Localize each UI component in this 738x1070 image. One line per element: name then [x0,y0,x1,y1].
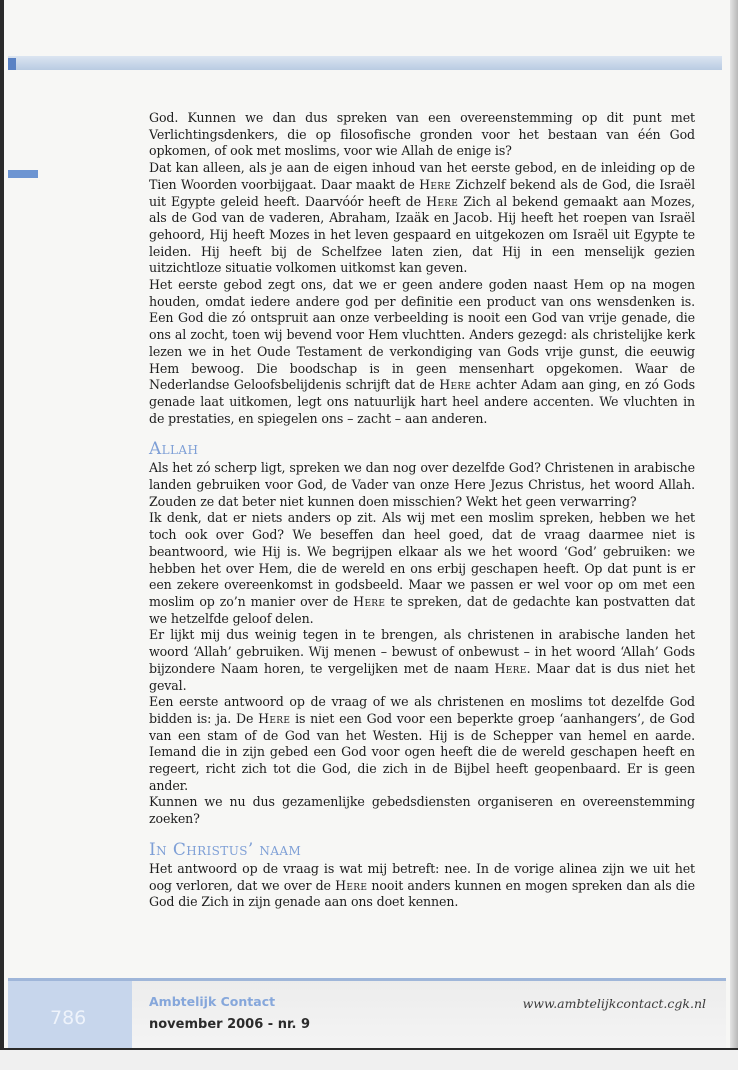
page-footer [8,978,726,1048]
paragraph: Dat kan alleen, als je aan de eigen inhoud van het eerste gebod, en de inleiding op de Tien Woorden voorbijgaat. Daar maakt de Here Zichzelf bekend als de God, die Israël uit Egypte geleid heeft. Daarvóór heeft de Here Zich al bekend gemaakt aan Mozes, als de God van de vaderen, Abraham, Izaäk en Jacob. Hij heeft het roepen van Israël gehoord, Hij heeft Mozes in het leven gespaard en uitgekozen om Israël uit Egypte te leiden. Hij heeft bij de Schelfzee laten zien, dat Hij in een menselijk gezien uitzichtloze situatie volkomen uitkomst kan geven. [149,160,695,276]
paragraph: Als het zó scherp ligt, spreken we dan nog over dezelfde God? Christenen in arabische landen gebruiken voor God, de Vader van onze Here Jezus Christus, het woord Allah. Zouden ze dat beter niet kunnen doen misschien? Wekt het geen verwarring? [149,460,695,509]
small-caps-here: Here [258,710,291,726]
issue-label: november 2006 - nr. 9 [149,1017,311,1032]
paragraph: Ik denk, dat er niets anders op zit. Als wij met een moslim spreken, hebben we het toch ook over God? We beseffen dan heel goed, dat de vraag daarmee niet is beantwoord, wie Hij is. We begrijpen elkaar als we het woord ‘God’ gebruiken: we hebben het over Hem, die de wereld en ons erbij geschapen heeft. Op dat punt is er een zekere overeenkomst in godsbeeld. Maar we passen er wel voor op om met een moslim op zo’n manier over de Here te spreken, dat de gedachte kan postvatten dat we hetzelfde geloof delen. [149,510,695,626]
magazine-name: Ambtelijk Contact [149,994,276,1009]
paragraph: Het eerste gebod zegt ons, dat we er geen andere goden naast Hem op na mogen houden, omdat iedere andere god per definitie een product van ons wensdenken is. Een God die zó ontspruit aan onze verbeelding is nooit een God van vrije genade, die ons al zocht, toen wij bevend voor Hem vluchtten. Anders gezegd: als christelijke kerk lezen we in het Oude Testament de verkondiging van Gods vrije gunst, die eeuwig Hem bewoog. Die boodschap is in geen mensenhart opgekomen. Waar de Nederlandse Geloofsbelijdenis schrijft dat de Here achter Adam aan ging, en zó Gods genade laat uitkomen, legt ons natuurlijk hart heel andere accenten. We vluchten in de prestaties, en spiegelen ons – zacht – aan anderen. [149,277,696,426]
small-caps-here: Here [426,193,459,209]
small-caps-here: Here [335,877,368,893]
article-body [149,110,695,911]
page-number: 786 [50,1007,87,1029]
scan-bottom-edge [0,1048,738,1070]
section-heading-christus: In Christus’ naam [149,839,302,860]
header-band [8,56,722,70]
page-edge-shadow [730,0,738,1068]
paragraph: Het antwoord op de vraag is wat mij betreft: nee. In de vorige alinea zijn we uit het oog verloren, dat we over de Here nooit anders kunnen en mogen spreken dan als die God die Zich in zijn genade aan ons doet kennen. [149,860,695,910]
section-heading-allah: Allah [149,439,199,460]
website-url: www.ambtelijkcontact.cgk.nl [522,996,706,1011]
small-caps-here: Here [419,176,452,192]
page-number-box [8,981,132,1048]
small-caps-here: Here [439,377,472,393]
paragraph: Er lijkt mij dus weinig tegen in te brengen, als christenen in arabische landen het woord ‘Allah’ gebruiken. Wij menen – bewust of onbewust – in het woord ‘Allah’ Gods bijzondere Naam horen, te vergelijken met de naam Here. Maar dat is dus niet het geval. [149,627,695,693]
paragraph: Een eerste antwoord op de vraag of we als christenen en moslims tot dezelfde God bidden is: ja. De Here is niet een God voor een beperkte groep ‘aanhangers’, de God van een stam of de God van het Westen. Hij is de Schepper van hemel en aarde. Iemand die in zijn gebed een God voor ogen heeft die de wereld geschapen heeft en regeert, richt zich tot die God, die zich in de Bijbel heeft geopenbaard. Er is geen ander. [149,694,695,793]
left-accent-tab [8,170,38,178]
small-caps-here: Here [353,593,386,609]
left-accent-marker [8,58,16,70]
small-caps-here: Here [494,660,527,676]
paragraph: God. Kunnen we dan dus spreken van een overeenstemming op dit punt met Verlichtingsdenkers, die op filosofische gronden voor het bestaan van één God opkomen, of ook met moslims, voor wie Allah de enige is? [149,110,695,159]
paragraph: Kunnen we nu dus gezamenlijke gebedsdiensten organiseren en overeenstemming zoeken? [149,794,695,827]
